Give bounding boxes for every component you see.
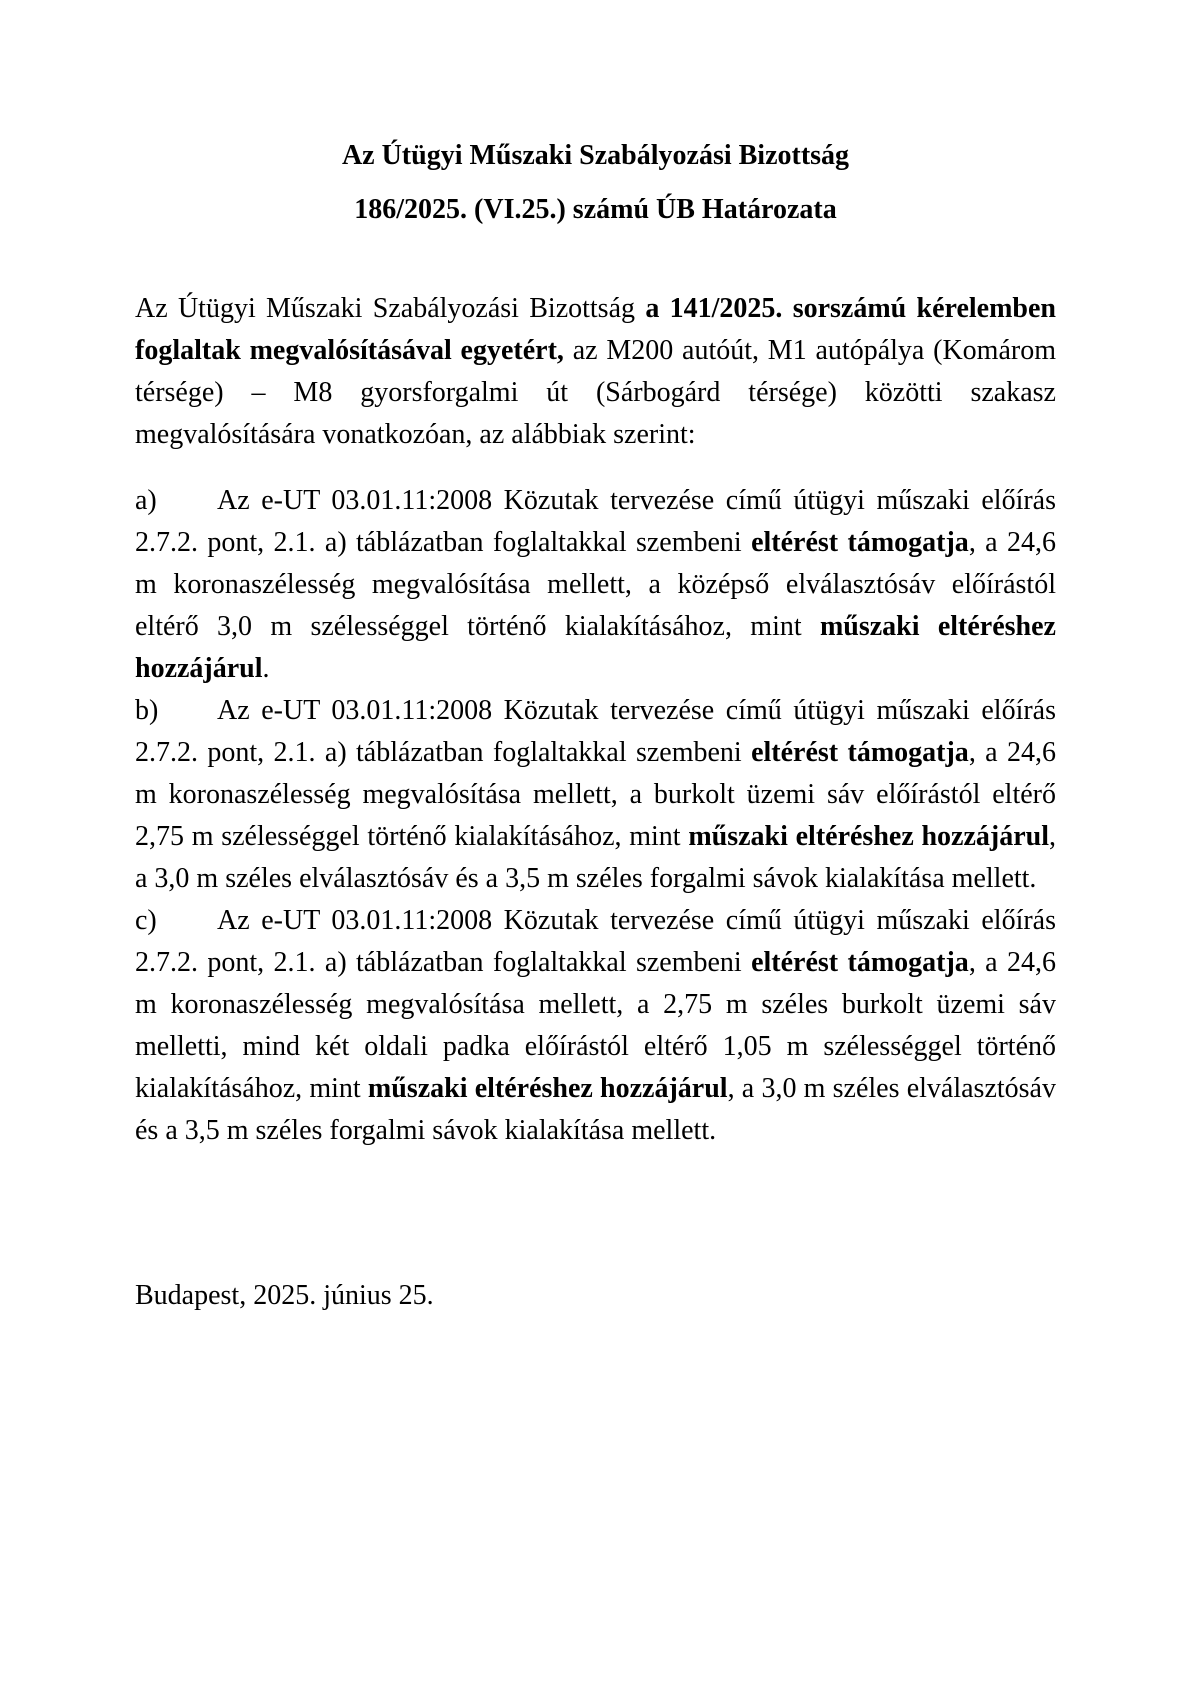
text-run: Az e-UT 03.01.11:2008 Közutak tervezése című útügyi műszaki előírás 2.7.2. pont, 2.1. a) táblázatban foglaltakkal szembeni xyxy=(135,695,1056,768)
dateline: Budapest, 2025. június 25. xyxy=(135,1280,434,1311)
dateline-block xyxy=(135,1275,1056,1317)
item-b-paragraph xyxy=(135,690,1056,900)
text-run: Az e-UT 03.01.11:2008 Közutak tervezése című útügyi műszaki előírás 2.7.2. pont, 2.1. a) táblázatban foglaltakkal szembeni xyxy=(135,485,1056,558)
item-marker: c) xyxy=(135,905,157,936)
text-run: , a 3,0 m széles elválasztósáv és a 3,5 m széles forgalmi sávok kialakítása mellett. xyxy=(135,821,1056,894)
document-title-line2: 186/2025. (VI.25.) számú ÚB Határozata xyxy=(354,194,837,225)
text-run: . xyxy=(262,653,270,684)
text-run: , a 24,6 m koronaszélesség megvalósítása mellett, a 2,75 m széles burkolt üzemi sáv melletti, mind két oldali padka előírástól eltérő 1,05 m szélességgel történő kialakításához, mint xyxy=(135,947,1056,1104)
text-run: Az e-UT 03.01.11:2008 Közutak tervezése című útügyi műszaki előírás 2.7.2. pont, 2.1. a) táblázatban foglaltakkal szembeni xyxy=(135,905,1056,978)
text-run: Az Útügyi Műszaki Szabályozási Bizottság xyxy=(135,293,646,324)
text-run: , a 24,6 m koronaszélesség megvalósítása mellett, a középső elválasztósáv előírástól eltérő 3,0 m szélességgel történő kialakításához, mint xyxy=(135,527,1056,642)
intro-paragraph xyxy=(135,288,1056,456)
bold-text-run: műszaki eltéréshez hozzájárul xyxy=(367,1073,728,1104)
text-run: az M200 autóút, M1 autópálya (Komárom térsége) – M8 gyorsforgalmi út (Sárbogárd térsége) közötti szakasz megvalósítására vonatkozóan, az alábbiak szerint: xyxy=(135,335,1056,450)
document-title-line1: Az Útügyi Műszaki Szabályozási Bizottság xyxy=(341,140,850,171)
item-c-paragraph xyxy=(135,900,1056,1152)
text-run: , a 3,0 m széles elválasztósáv és a 3,5 m széles forgalmi sávok kialakítása mellett. xyxy=(135,1073,1056,1146)
item-a-paragraph xyxy=(135,480,1056,690)
intro-block xyxy=(135,288,1056,456)
bold-text-run: eltérést támogatja xyxy=(751,947,969,978)
bold-text-run: eltérést támogatja xyxy=(751,737,969,768)
item-marker: b) xyxy=(135,695,159,726)
bold-text-run: műszaki eltéréshez hozzájárul xyxy=(688,821,1049,852)
decision-items-block xyxy=(135,480,1056,1152)
bold-text-run: eltérést támogatja xyxy=(751,527,969,558)
bold-text-run: a 141/2025. sorszámú kérelemben foglaltak megvalósításával egyetért, xyxy=(135,293,1056,366)
item-marker: a) xyxy=(135,485,157,516)
bold-text-run: műszaki eltéréshez hozzájárul xyxy=(135,611,1056,684)
text-run: , a 24,6 m koronaszélesség megvalósítása mellett, a burkolt üzemi sáv előírástól eltérő 2,75 m szélességgel történő kialakításához, mint xyxy=(135,737,1056,852)
